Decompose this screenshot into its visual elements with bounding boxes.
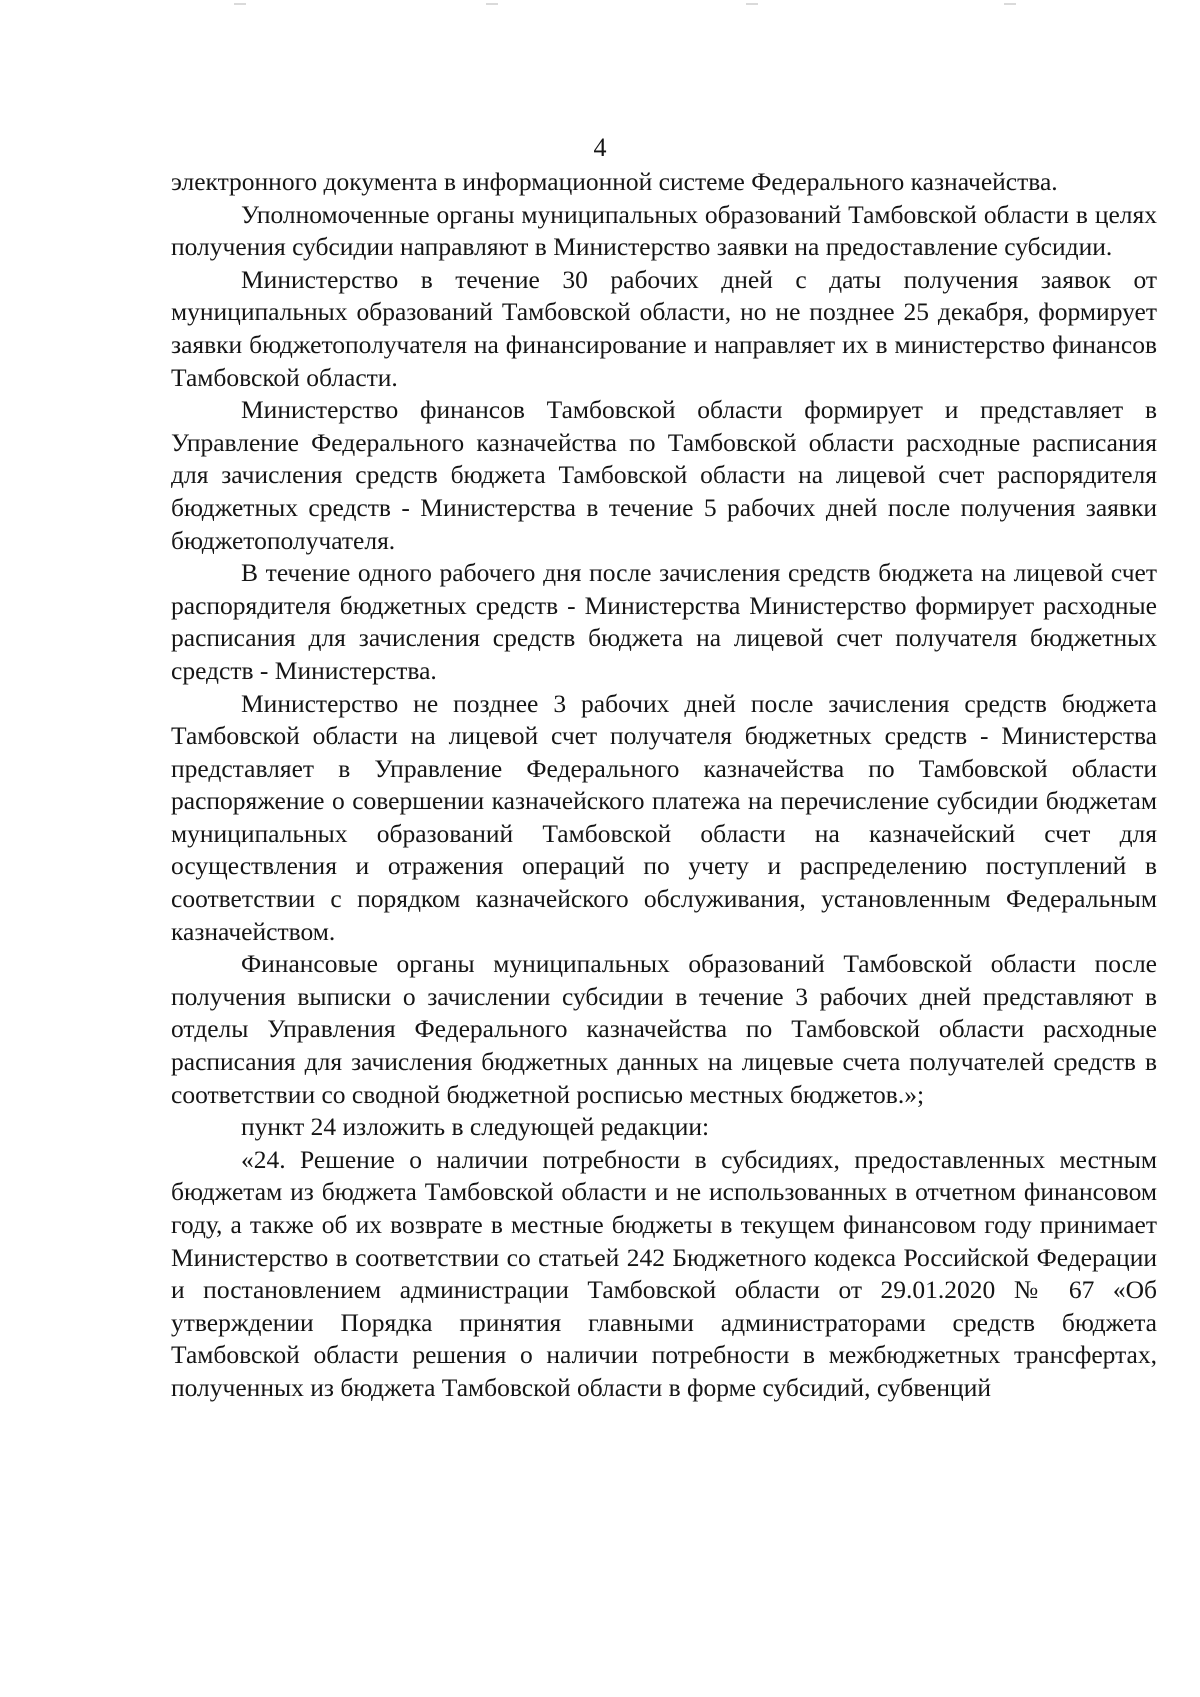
scan-mark	[746, 3, 758, 5]
paragraph: Уполномоченные органы муниципальных образований Тамбовской области в целях получения субсидии направляют в Министерство заявки на предоставление субсидии.	[171, 199, 1157, 262]
scan-mark	[234, 3, 246, 5]
paragraph: электронного документа в информационной системе Федерального казначейства.	[171, 167, 1058, 196]
scan-mark	[1004, 3, 1016, 5]
paragraph: «24. Решение о наличии потребности в субсидиях, предоставленных местным бюджетам из бюджета Тамбовской области и не использованных в отчетном финансовом году, а также об их возврате в местные бюджеты в текущем финансовом году принимает Министерство в соответствии со статьей 242 Бюджетного кодекса Российской Федерации и постановлением администрации Тамбовской области от 29.01.2020 № 67 «Об утверждении Порядка принятия главными администраторами средств бюджета Тамбовской области решения о наличии потребности в межбюджетных трансфертах, полученных из бюджета Тамбовской области в форме субсидий, субвенций	[171, 1144, 1157, 1402]
document-body	[171, 166, 1157, 1405]
paragraph: Министерство в течение 30 рабочих дней с даты получения заявок от муниципальных образований Тамбовской области, но не позднее 25 декабря, формирует заявки бюджетополучателя на финансирование и направляет их в министерство финансов Тамбовской области.	[171, 264, 1157, 392]
scan-mark	[486, 3, 498, 5]
paragraph: Министерство финансов Тамбовской области формирует и представляет в Управление Федерального казначейства по Тамбовской области расходные расписания для зачисления средств бюджета Тамбовской области на лицевой счет распорядителя бюджетных средств - Министерства в течение 5 рабочих дней после получения заявки бюджетополучателя.	[171, 395, 1157, 555]
page-number: 4	[593, 133, 607, 162]
paragraph: пункт 24 изложить в следующей редакции:	[241, 1112, 710, 1142]
paragraph: Министерство не позднее 3 рабочих дней после зачисления средств бюджета Тамбовской области на лицевой счет получателя бюджетных средств - Министерства представляет в Управление Федерального казначейства по Тамбовской области распоряжение о совершении казначейского платежа на перечисление субсидии бюджетам муниципальных образований Тамбовской области на казначейский счет для осуществления и отражения операций по учету и распределению поступлений в соответствии с порядком казначейского обслуживания, установленным Федеральным казначейством.	[171, 688, 1157, 946]
paragraph: Финансовые органы муниципальных образований Тамбовской области после получения выписки о зачислении субсидии в течение 3 рабочих дней представляют в отделы Управления Федерального казначейства по Тамбовской области расходные расписания для зачисления бюджетных данных на лицевые счета получателей средств в соответствии со сводной бюджетной росписью местных бюджетов.»;	[171, 949, 1157, 1109]
paragraph: В течение одного рабочего дня после зачисления средств бюджета на лицевой счет распорядителя бюджетных средств - Министерства Министерство формирует расходные расписания для зачисления средств бюджета на лицевой счет получателя бюджетных средств - Министерства.	[171, 558, 1157, 685]
